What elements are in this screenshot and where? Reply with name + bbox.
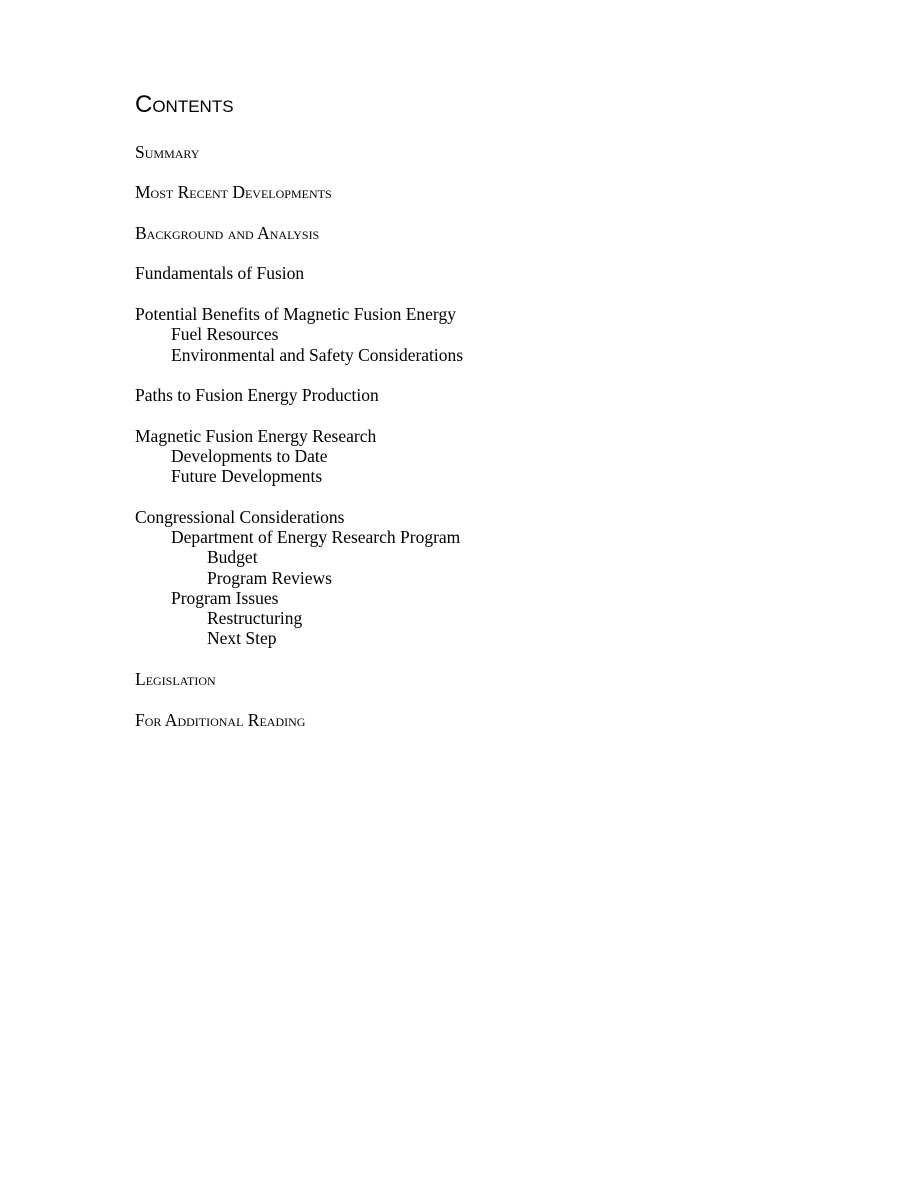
toc-doe-research-program: Department of Energy Research Program	[171, 527, 461, 547]
toc-congressional-considerations: Congressional Considerations	[135, 507, 345, 527]
toc-legislation: Legislation	[135, 669, 216, 689]
toc-fuel-resources: Fuel Resources	[171, 324, 279, 344]
toc-restructuring: Restructuring	[207, 608, 303, 628]
toc-mfe-research: Magnetic Fusion Energy Research	[135, 426, 377, 446]
toc-potential-benefits: Potential Benefits of Magnetic Fusion Energy	[135, 304, 456, 324]
toc-program-issues: Program Issues	[171, 588, 279, 608]
toc-fundamentals-of-fusion: Fundamentals of Fusion	[135, 263, 305, 283]
toc-summary: Summary	[135, 142, 200, 162]
toc-next-step: Next Step	[207, 628, 277, 648]
toc-environmental-safety: Environmental and Safety Considerations	[171, 345, 464, 365]
toc-budget: Budget	[207, 547, 258, 567]
toc-additional-reading: For Additional Reading	[135, 710, 306, 730]
page-title: Contents	[135, 91, 234, 118]
toc-future-developments: Future Developments	[171, 466, 323, 486]
toc-developments-to-date: Developments to Date	[171, 446, 328, 466]
toc-program-reviews: Program Reviews	[207, 568, 332, 588]
toc-paths-to-fusion: Paths to Fusion Energy Production	[135, 385, 379, 405]
toc-most-recent-developments: Most Recent Developments	[135, 182, 332, 202]
toc-background-and-analysis: Background and Analysis	[135, 223, 320, 243]
